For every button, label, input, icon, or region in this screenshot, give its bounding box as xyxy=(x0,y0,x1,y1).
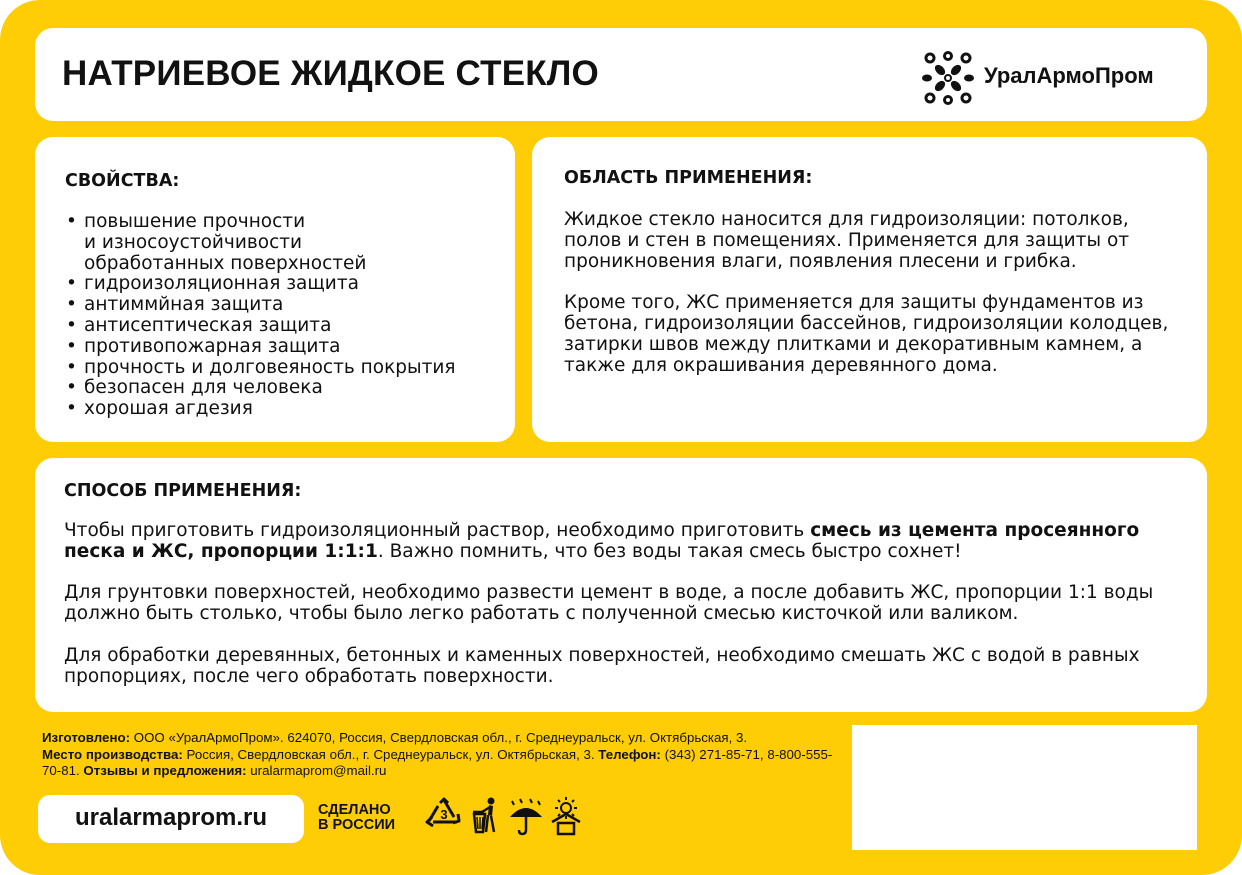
product-title: НАТРИЕВОЕ ЖИДКОЕ СТЕКЛО xyxy=(62,54,599,93)
bullet-marker: • xyxy=(66,398,77,420)
properties-panel xyxy=(35,137,515,442)
properties-heading: СВОЙСТВА: xyxy=(65,171,180,191)
method-paragraph xyxy=(64,521,1189,563)
made-in-line: СДЕЛАНО xyxy=(318,802,391,818)
feedback-email[interactable]: uralarmaprom@mail.ru xyxy=(246,763,387,778)
made-by-value: ООО «УралАрмоПром». 624070, Россия, Свердловская обл., г. Среднеуральск, ул. Октябрьская, 3. xyxy=(130,730,748,745)
website-pill[interactable] xyxy=(38,795,304,843)
application-area-panel xyxy=(532,137,1207,442)
application-area-text xyxy=(564,210,1174,376)
property-item xyxy=(66,295,456,316)
property-text: антисептическая защита xyxy=(84,314,332,336)
property-text: безопасен для человека xyxy=(84,377,323,399)
property-item xyxy=(66,358,456,379)
made-in-russia xyxy=(318,803,395,833)
property-text: противопожарная защита xyxy=(84,335,341,357)
brand-mark-icon xyxy=(920,50,976,106)
keep-dry-umbrella-icon xyxy=(508,797,544,837)
properties-list xyxy=(66,212,456,420)
method-text-part: Чтобы приготовить гидроизоляционный раствор, необходимо приготовить xyxy=(64,520,811,541)
property-text: обработанных поверхностей xyxy=(84,252,367,274)
property-item xyxy=(66,399,456,420)
method-text-part: . Важно помнить, что без воды такая смесь быстро сохнет! xyxy=(377,540,962,562)
property-text: прочность и долговеяность покрытия xyxy=(84,356,456,378)
header-panel xyxy=(35,28,1207,121)
property-text: и износоустойчивости xyxy=(84,231,303,253)
method-paragraph: Для обработки деревянных, бетонных и каменных поверхностей, необходимо смешать ЖС с водой в равных пропорциях, после чего обработать поверхности. xyxy=(64,644,1140,687)
bullet-marker: • xyxy=(66,314,77,336)
property-text: повышение прочности xyxy=(84,211,306,232)
property-item xyxy=(66,233,456,254)
production-place-value: Россия, Свердловская обл., г. Среднеуральск, ул. Октябрьская, 3. xyxy=(182,746,599,762)
bullet-marker: • xyxy=(66,356,77,378)
method-mix-proportion: смесь из цемента просеянного песка и ЖС, пропорции 1:1:1 xyxy=(64,520,1140,562)
application-area-heading: ОБЛАСТЬ ПРИМЕНЕНИЯ: xyxy=(564,168,813,188)
property-text: хорошая агдезия xyxy=(84,398,253,420)
made-in-line: В РОССИИ xyxy=(318,817,396,833)
recycle-icon xyxy=(423,797,465,837)
manufacturer-info xyxy=(42,730,842,780)
method-text xyxy=(64,521,1189,687)
property-item xyxy=(66,337,456,358)
method-paragraph: Для грунтовки поверхностей, необходимо развести цемент в воде, а после добавить ЖС, пропорции 1:1 воды должно быть столько, чтобы было легко работать с полученной смесью кисточкой или валиком. xyxy=(64,582,1154,625)
application-area-paragraph: Жидкое стекло наносится для гидроизоляции: потолков, полов и стен в помещениях. Применяется для защиты от проникновения влаги, появления плесени и грибка. xyxy=(564,209,1130,272)
bullet-marker: • xyxy=(66,211,77,232)
property-text: антиммйная защита xyxy=(84,294,284,316)
brand-logo xyxy=(920,50,1180,102)
bullet-marker: • xyxy=(66,294,77,316)
method-panel xyxy=(35,458,1207,712)
property-item xyxy=(66,254,456,275)
keep-away-from-sun-icon xyxy=(548,796,584,836)
property-text: гидроизоляционная защита xyxy=(84,273,359,295)
barcode-area xyxy=(852,725,1197,850)
bullet-marker: • xyxy=(66,377,77,399)
bullet-marker: • xyxy=(66,335,77,357)
property-item xyxy=(66,378,456,399)
trash-disposal-icon xyxy=(470,796,500,836)
feedback-label: Отзывы и предложения: xyxy=(83,763,247,778)
phone-label: Телефон: xyxy=(598,746,661,762)
brand-name: УралАрмоПром xyxy=(984,63,1154,88)
phone-value: (343) 271-85-71, 8-800-555-70-81. xyxy=(42,746,833,778)
method-heading: СПОСОБ ПРИМЕНЕНИЯ: xyxy=(64,481,302,501)
made-by-label: Изготовлено: xyxy=(42,730,131,745)
production-place-label: Место производства: xyxy=(42,746,183,762)
property-item xyxy=(66,316,456,337)
application-area-paragraph: Кроме того, ЖС применяется для защиты фундаментов из бетона, гидроизоляции бассейнов, гидроизоляции колодцев, затирки швов между плитками и декоративным камнем, а также для окрашивания деревянного дома. xyxy=(564,292,1169,376)
recycle-code: 3 xyxy=(440,807,448,822)
website-link[interactable]: uralarmaprom.ru xyxy=(74,804,268,831)
property-item xyxy=(66,274,456,295)
property-item xyxy=(66,212,456,233)
bullet-marker: • xyxy=(66,273,77,295)
